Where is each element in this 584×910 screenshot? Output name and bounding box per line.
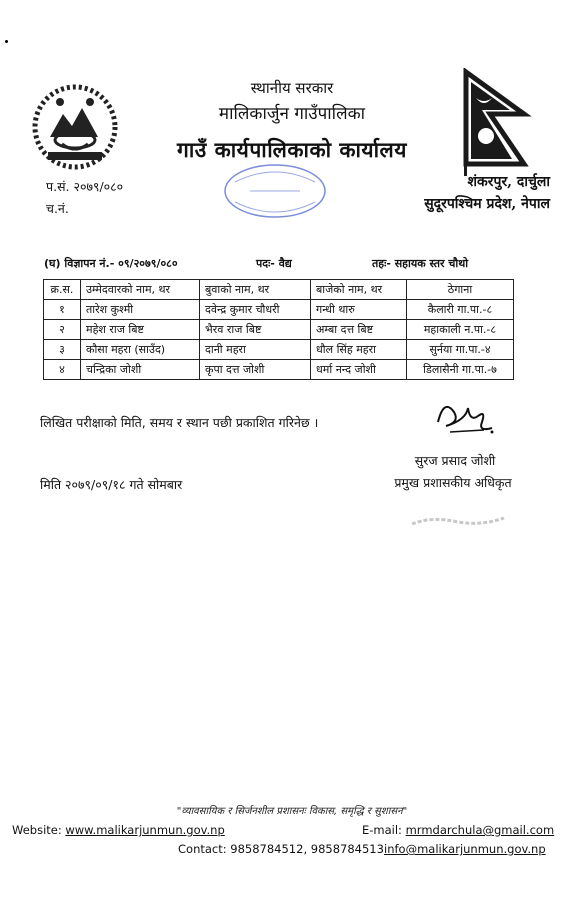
header-local-government: स्थानीय सरकार	[250, 79, 334, 97]
header-cell: बाजेको नाम, थर	[311, 280, 407, 300]
table-cell: धर्मा नन्द जोशी	[311, 360, 407, 380]
email-link-primary[interactable]: mrmdarchula@gmail.com	[405, 823, 555, 837]
table-cell: डिलासैनी गा.पा.-७	[407, 360, 514, 380]
header-cell: बुवाको नाम, थर	[200, 280, 311, 300]
header-municipality-name: मालिकार्जुन गाउँपालिका	[218, 104, 366, 124]
exam-notice-text: लिखित परीक्षाको मिति, समय र स्थान पछी प्रकाशित गरिनेछ ।	[40, 415, 319, 430]
margin-dot	[5, 40, 8, 43]
address-line-2: सुदूरपश्चिम प्रदेश, नेपाल	[424, 196, 550, 212]
table-cell: चन्द्रिका जोशी	[81, 360, 200, 380]
footer-contact: Contact: 9858784512, 9858784513	[178, 842, 384, 856]
table-cell: धौल सिंह महरा	[311, 340, 407, 360]
website-link[interactable]: www.malikarjunmun.gov.np	[65, 823, 225, 837]
advert-number: (घ) विज्ञापन नं.- ०९/२०७९/०८०	[44, 257, 178, 270]
table-row	[44, 300, 514, 320]
table-cell: भैरव राज बिष्ट	[200, 320, 311, 340]
faint-stamp-impression	[408, 510, 508, 532]
post-level: तहः- सहायक स्तर चौथो	[372, 257, 469, 270]
post-name: पदः- वैद्य	[256, 257, 292, 270]
table-header-row	[44, 280, 514, 300]
table-cell: गन्धी थारु	[311, 300, 407, 320]
table-cell: कौसा महरा (साउँद)	[81, 340, 200, 360]
office-stamp	[220, 160, 330, 222]
candidate-table	[43, 279, 514, 380]
table-cell: महाकाली न.पा.-८	[407, 320, 514, 340]
email-link-info[interactable]: info@malikarjunmun.gov.np	[384, 842, 546, 856]
table-cell: कृपा दत्त जोशी	[200, 360, 311, 380]
table-row	[44, 340, 514, 360]
website-label: Website:	[12, 823, 62, 837]
header-cell: उम्मेदवारको नाम, थर	[81, 280, 200, 300]
reference-number: प.सं. २०७९/०८०	[46, 179, 124, 194]
dispatch-number: च.नं.	[46, 201, 69, 216]
table-cell: सुर्नया गा.पा.-४	[407, 340, 514, 360]
header-cell: क्र.स.	[44, 280, 81, 300]
footer-website	[12, 823, 225, 837]
table-cell: तारेश कुश्मी	[81, 300, 200, 320]
signatory-name: सुरज प्रसाद जोशी	[414, 453, 496, 468]
table-cell: ३	[44, 340, 81, 360]
footer-tagline: "व्यावसायिक र सिर्जनशील प्रशासनः विकास, समृद्धि र सुशासन"	[176, 806, 408, 817]
handwritten-signature	[428, 392, 508, 444]
header-office-name: गाउँ कार्यपालिकाको कार्यालय	[177, 138, 407, 162]
table-cell: दवेन्द्र कुमार चौधरी	[200, 300, 311, 320]
table-cell: कैलारी गा.पा.-८	[407, 300, 514, 320]
table-cell: दानी महरा	[200, 340, 311, 360]
table-cell: ४	[44, 360, 81, 380]
email-label: E-mail:	[362, 823, 402, 837]
issue-date: मिति २०७९/०९/१८ गते सोमबार	[40, 477, 183, 492]
signatory-title: प्रमुख प्रशासकीय अधिकृत	[394, 475, 512, 490]
address-line-1: शंकरपुर, दार्चुला	[467, 174, 550, 190]
table-cell: महेश राज बिष्ट	[81, 320, 200, 340]
table-row	[44, 360, 514, 380]
header-cell: ठेगाना	[407, 280, 514, 300]
table-cell: १	[44, 300, 81, 320]
footer-email	[362, 823, 554, 837]
table-cell: २	[44, 320, 81, 340]
table-row	[44, 320, 514, 340]
table-cell: अम्बा दत्त बिष्ट	[311, 320, 407, 340]
